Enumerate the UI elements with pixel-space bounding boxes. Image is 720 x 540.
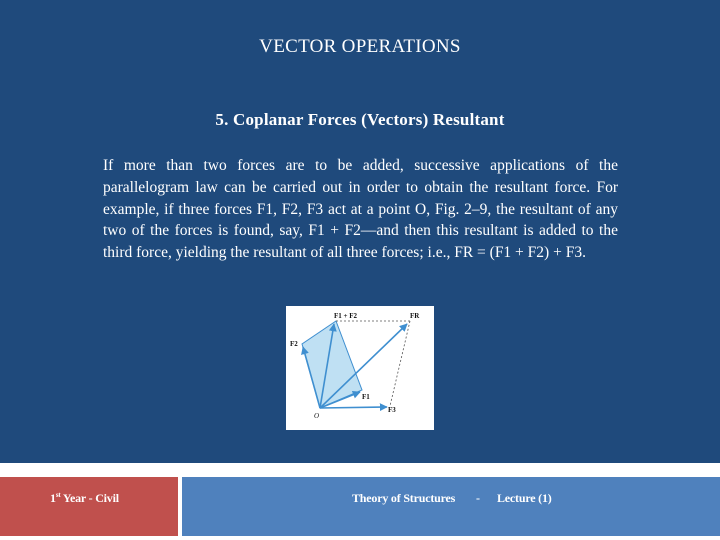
vector-diagram	[286, 306, 434, 430]
body-paragraph: If more than two forces are to be added, successive applications of the parallelogram law can be carried out in order to obtain the resultant force. For example, if three forces F1, F2, F3 act at a point O, Fig. 2–9, the resultant of any two of the forces is found, say, F1 + F2—and then this resultant is added to the third force, yielding the resultant of all three forces; i.e., FR = (F1 + F2) + F3.	[103, 157, 618, 262]
footer-year-text: Year - Civil	[60, 491, 119, 505]
label-f1: F1	[362, 393, 370, 401]
vector-addition-figure	[286, 306, 434, 430]
label-f3: F3	[388, 406, 396, 414]
label-o: O	[314, 412, 320, 420]
slide-title: VECTOR OPERATIONS	[259, 36, 461, 57]
footer-year-number: 1	[50, 491, 56, 505]
slide-subtitle: 5. Coplanar Forces (Vectors) Resultant	[215, 110, 505, 129]
label-fr: FR	[410, 312, 420, 320]
label-f1-plus-f2: F1 + F2	[334, 312, 358, 320]
label-f2: F2	[290, 340, 298, 348]
footer-year-suffix: st	[55, 491, 61, 499]
f3-vector	[320, 407, 387, 408]
footer-lecture: Lecture (1)	[497, 491, 552, 505]
footer-course: Theory of Structures	[352, 491, 456, 505]
footer-year	[50, 491, 119, 506]
footer-separator: -	[476, 491, 480, 505]
dashed-line-right	[390, 321, 410, 406]
